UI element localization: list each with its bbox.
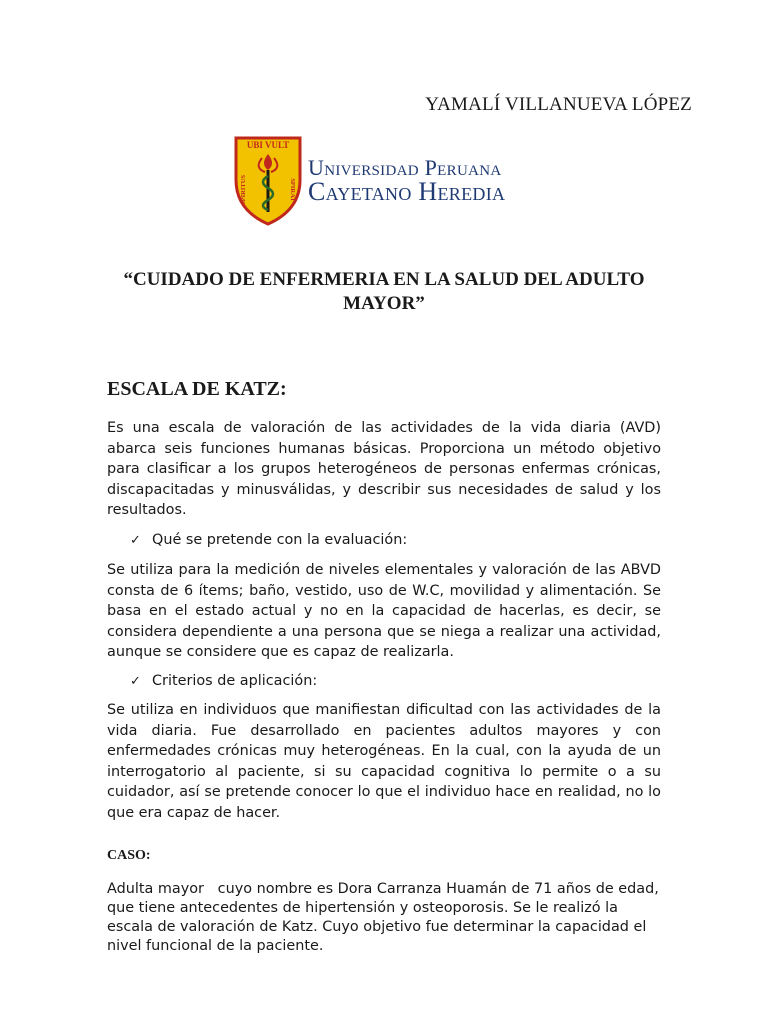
author-name: YAMALÍ VILLANUEVA LÓPEZ — [425, 94, 692, 115]
document-title: “CUIDADO DE ENFERMERIA EN LA SALUD DEL ADULTO MAYOR” — [123, 269, 645, 314]
bullet-evaluation — [130, 532, 407, 548]
university-logo — [232, 134, 542, 226]
section-heading: ESCALA DE KATZ: — [107, 378, 287, 400]
checkmark-icon: ✓ — [130, 674, 141, 689]
evaluation-paragraph: Se utiliza para la medición de niveles elementales y valoración de las ABVD consta de 6 ítems; baño, vestido, uso de W.C, movilidad y alimentación. Se basa en el estado actual y no en la capacidad de hacerlas, es decir, se considera dependiente a una persona que se niega a realizar una actividad, aunque se considere que es capaz de realizarla. — [107, 562, 661, 661]
bullet-criteria — [130, 673, 317, 689]
university-name-line2: Cayetano Heredia — [308, 177, 506, 206]
checkmark-icon: ✓ — [130, 533, 141, 548]
criteria-paragraph: Se utiliza en individuos que manifiestan dificultad con las actividades de la vida diaria. Fue desarrollado en pacientes adultos mayores y con enfermedades crónicas muy heterogéneas. En la cual, con la ayuda de un interrogatorio al paciente, si su capacidad cognitiva lo permite o a su cuidador, así se pretende conocer lo que el individuo hace en realidad, no lo que era capaz de hacer. — [107, 702, 661, 821]
svg-text:SPIRAT: SPIRAT — [289, 178, 296, 202]
intro-paragraph: Es una escala de valoración de las actividades de la vida diaria (AVD) abarca seis funciones humanas básicas. Proporciona un método objetivo para clasificar a los grupos heterogéneos de personas enfermas crónicas, discapacitadas y minusválidas, y describir sus necesidades de salud y los resultados. — [107, 420, 661, 519]
svg-text:UBI VULT: UBI VULT — [246, 140, 290, 150]
bullet-evaluation-label: Qué se pretende con la evaluación: — [152, 532, 408, 548]
university-shield-icon — [232, 134, 304, 226]
case-paragraph: Adulta mayor cuyo nombre es Dora Carranza Huamán de 71 años de edad, que tiene antecedentes de hipertensión y osteoporosis. Se le realizó la escala de valoración de Katz. Cuyo objetivo fue determinar la capacidad el nivel funcional de la paciente. — [107, 881, 664, 954]
svg-text:SPIRITUS: SPIRITUS — [240, 175, 247, 205]
bullet-criteria-label: Criterios de aplicación: — [152, 673, 318, 689]
university-name-line1: Universidad Peruana — [308, 155, 502, 180]
university-name — [308, 156, 505, 204]
case-label: CASO: — [107, 848, 151, 863]
